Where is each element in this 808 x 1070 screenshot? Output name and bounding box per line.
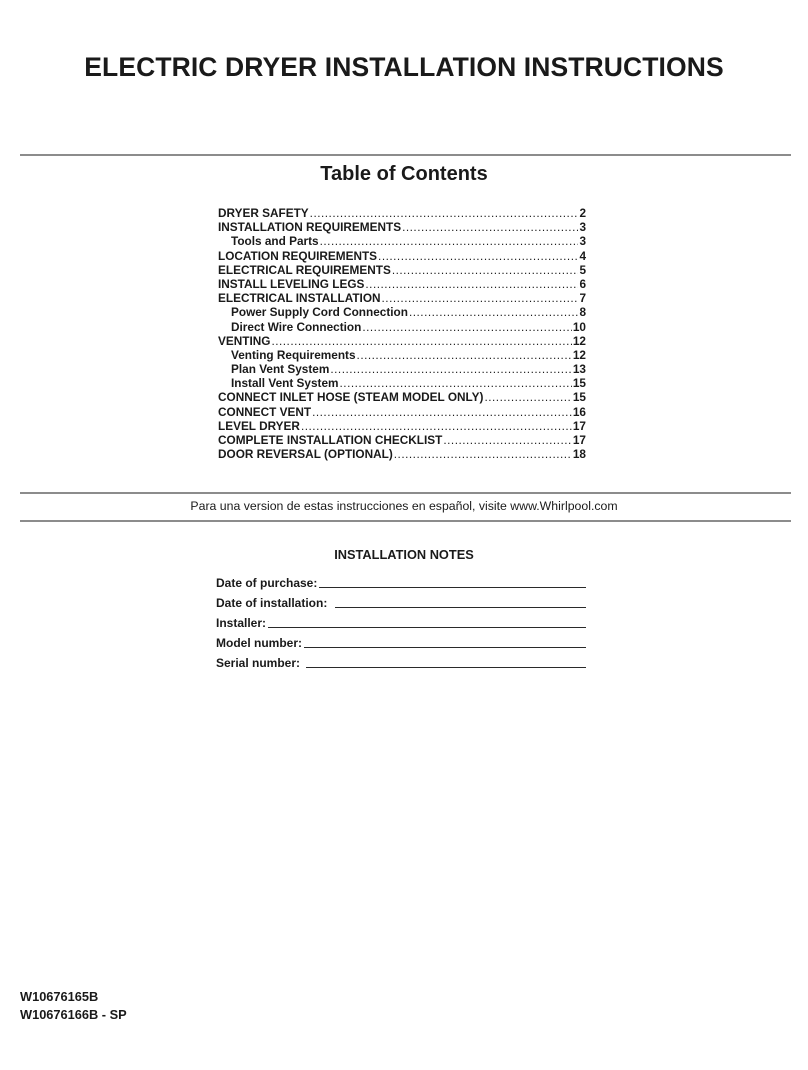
field-label: Installer: bbox=[216, 616, 267, 630]
toc-leader-dots bbox=[312, 405, 572, 419]
toc-entry[interactable] bbox=[218, 405, 586, 419]
toc-leader-dots bbox=[409, 305, 578, 319]
serial-number-field[interactable] bbox=[306, 655, 586, 668]
toc-leader-dots bbox=[320, 234, 579, 248]
installation-notes-form bbox=[216, 570, 586, 670]
toc-entry[interactable] bbox=[218, 390, 586, 404]
toc-entry-title: Plan Vent System bbox=[231, 362, 330, 377]
installation-notes-heading: INSTALLATION NOTES bbox=[334, 547, 474, 562]
note-row-serial-number bbox=[216, 650, 586, 670]
toc-entry[interactable] bbox=[218, 220, 586, 234]
toc-entry-title: ELECTRICAL INSTALLATION bbox=[218, 291, 381, 306]
toc-entry-title: Power Supply Cord Connection bbox=[231, 305, 408, 320]
toc-leader-dots bbox=[362, 320, 572, 334]
toc-entry[interactable] bbox=[218, 447, 586, 461]
toc-entry-title: Tools and Parts bbox=[231, 234, 319, 249]
toc-entry-title: CONNECT VENT bbox=[218, 404, 312, 419]
note-row-date-of-purchase bbox=[216, 570, 586, 590]
toc-entry-title: INSTALLATION REQUIREMENTS bbox=[218, 220, 402, 235]
divider-middle bbox=[20, 492, 791, 494]
toc-entry-page: 3 bbox=[579, 234, 586, 249]
toc-entry[interactable] bbox=[218, 206, 586, 220]
date-of-installation-field[interactable] bbox=[335, 595, 586, 608]
toc-entry-page: 3 bbox=[579, 220, 586, 235]
toc-entry-page: 8 bbox=[579, 305, 586, 320]
toc-leader-dots bbox=[394, 447, 572, 461]
toc-leader-dots bbox=[340, 376, 572, 390]
toc-leader-dots bbox=[443, 433, 572, 447]
toc-entry-title: LOCATION REQUIREMENTS bbox=[218, 248, 378, 263]
toc-entry-title: COMPLETE INSTALLATION CHECKLIST bbox=[218, 433, 443, 447]
divider-lower bbox=[20, 520, 791, 522]
document-number: W10676165B bbox=[20, 989, 99, 1004]
toc-entry-title: Install Vent System bbox=[231, 376, 339, 391]
toc-leader-dots bbox=[392, 263, 579, 277]
toc-entry[interactable] bbox=[218, 419, 586, 433]
toc-entry-title: ELECTRICAL REQUIREMENTS bbox=[218, 262, 391, 277]
toc-entry-page: 10 bbox=[572, 319, 586, 334]
toc-entry-page: 18 bbox=[572, 447, 586, 462]
toc-entry[interactable] bbox=[218, 334, 586, 348]
toc-subentry[interactable] bbox=[218, 320, 586, 334]
toc-entry-page: 7 bbox=[579, 291, 586, 306]
toc-entry-title: Venting Requirements bbox=[231, 347, 356, 362]
field-label: Date of purchase: bbox=[216, 576, 318, 590]
toc-entry-page: 6 bbox=[579, 276, 586, 291]
toc-leader-dots bbox=[330, 362, 572, 376]
table-of-contents bbox=[218, 206, 586, 461]
toc-entry-title: DOOR REVERSAL (OPTIONAL) bbox=[218, 447, 393, 462]
toc-heading: Table of Contents bbox=[320, 163, 488, 185]
document-number-spanish: W10676166B - SP bbox=[20, 1007, 127, 1022]
toc-entry-page: 15 bbox=[572, 376, 586, 391]
toc-subentry[interactable] bbox=[218, 305, 586, 319]
toc-leader-dots bbox=[271, 334, 571, 348]
document-numbers bbox=[20, 988, 127, 1024]
note-row-model-number bbox=[216, 630, 586, 650]
toc-entry-page: 5 bbox=[579, 262, 586, 277]
toc-entry-title: VENTING bbox=[218, 333, 271, 348]
toc-leader-dots bbox=[310, 206, 579, 220]
toc-entry-page: 15 bbox=[572, 390, 586, 405]
model-number-field[interactable] bbox=[304, 635, 586, 648]
toc-entry-page: 12 bbox=[572, 347, 586, 362]
toc-entry[interactable] bbox=[218, 433, 586, 447]
toc-entry-page: 12 bbox=[572, 333, 586, 348]
toc-subentry[interactable] bbox=[218, 348, 586, 362]
toc-entry-page: 16 bbox=[572, 404, 586, 419]
field-label: Date of installation: bbox=[216, 596, 328, 610]
toc-leader-dots bbox=[382, 291, 579, 305]
toc-leader-dots bbox=[301, 419, 572, 433]
toc-entry-title: LEVEL DRYER bbox=[218, 418, 300, 433]
toc-entry-title: INSTALL LEVELING LEGS bbox=[218, 276, 365, 291]
field-label: Serial number: bbox=[216, 656, 301, 670]
date-of-purchase-field[interactable] bbox=[319, 575, 586, 588]
divider-top bbox=[20, 154, 791, 156]
toc-entry-page: 17 bbox=[572, 433, 586, 447]
toc-leader-dots bbox=[357, 348, 572, 362]
toc-subentry[interactable] bbox=[218, 362, 586, 376]
toc-leader-dots bbox=[365, 277, 578, 291]
toc-entry-page: 13 bbox=[572, 362, 586, 377]
field-label: Model number: bbox=[216, 636, 302, 650]
installer-field[interactable] bbox=[268, 615, 586, 628]
spanish-version-note: Para una version de estas instrucciones en español, visite www.Whirlpool.com bbox=[190, 499, 618, 513]
toc-leader-dots bbox=[484, 390, 571, 404]
toc-entry[interactable] bbox=[218, 277, 586, 291]
toc-subentry[interactable] bbox=[218, 234, 586, 248]
page-title: ELECTRIC DRYER INSTALLATION INSTRUCTIONS bbox=[84, 52, 724, 82]
toc-entry-title: Direct Wire Connection bbox=[231, 319, 362, 334]
toc-entry-title: CONNECT INLET HOSE (STEAM MODEL ONLY) bbox=[218, 390, 484, 405]
toc-entry-page: 2 bbox=[579, 206, 586, 220]
toc-entry-title: DRYER SAFETY bbox=[218, 206, 309, 220]
toc-leader-dots bbox=[378, 249, 578, 263]
note-row-date-of-installation bbox=[216, 590, 586, 610]
toc-entry[interactable] bbox=[218, 291, 586, 305]
toc-entry[interactable] bbox=[218, 249, 586, 263]
toc-entry[interactable] bbox=[218, 263, 586, 277]
toc-entry-page: 17 bbox=[572, 418, 586, 433]
note-row-installer bbox=[216, 610, 586, 630]
toc-leader-dots bbox=[402, 220, 578, 234]
toc-subentry[interactable] bbox=[218, 376, 586, 390]
toc-entry-page: 4 bbox=[579, 248, 586, 263]
